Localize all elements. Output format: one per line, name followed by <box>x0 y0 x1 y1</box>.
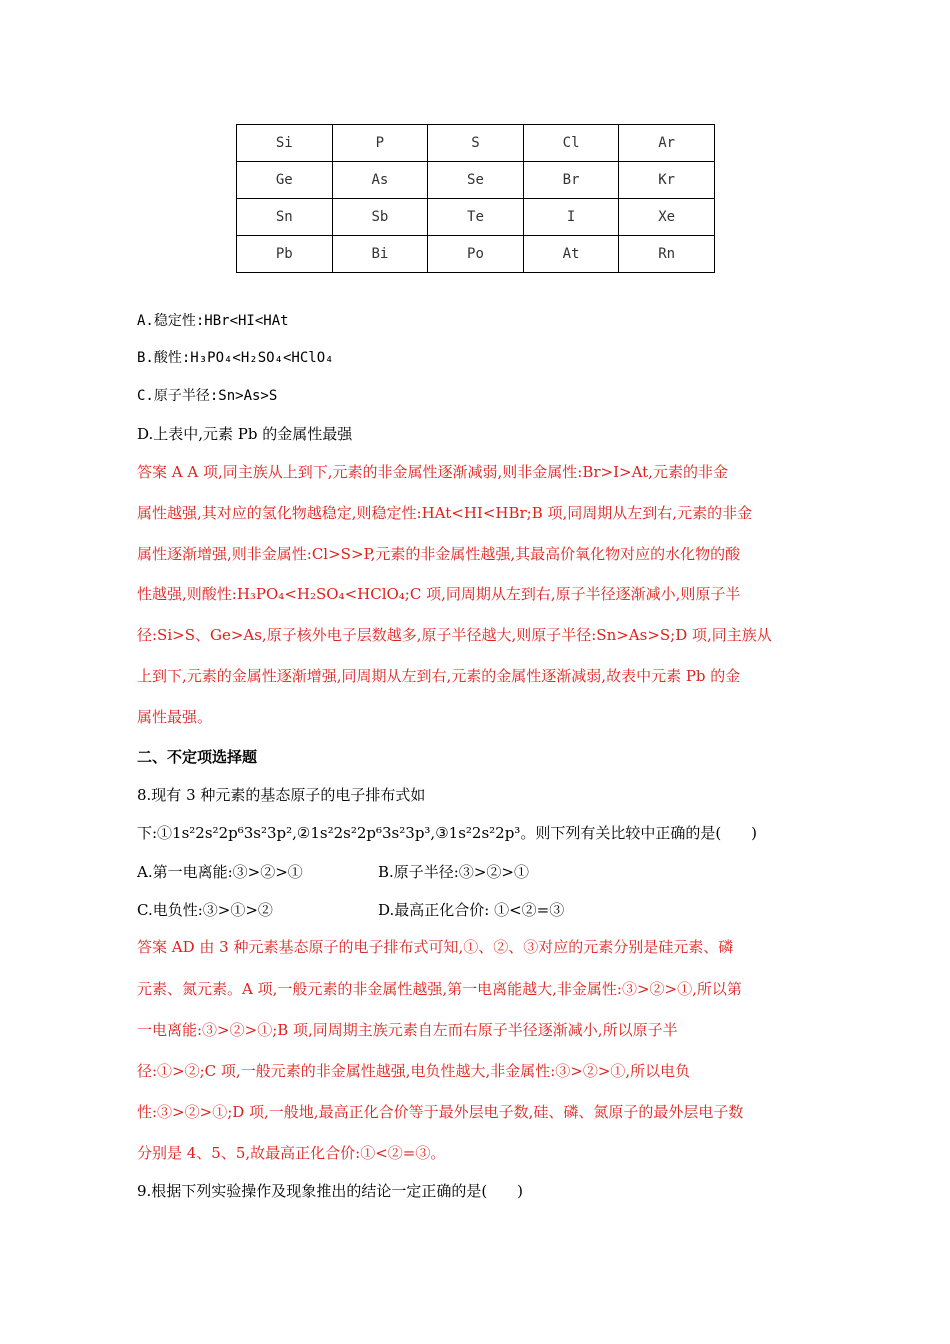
periodic-table-excerpt <box>236 124 715 273</box>
element-cell: Ar <box>619 125 715 162</box>
table-row <box>237 199 715 236</box>
q8-stem-line-2: 下:①1s²2s²2p⁶3s²3p²,②1s²2s²2p⁶3s²3p³,③1s²2s²2p³。则下列有关比较中正确的是( ) <box>137 824 758 842</box>
table-row <box>237 162 715 199</box>
element-cell: Ge <box>237 162 333 199</box>
q7-option-b: B.酸性:H₃PO₄<H₂SO₄<HClO₄ <box>137 350 334 366</box>
q8-option-d: D.最高正化合价: ①<②=③ <box>378 901 565 919</box>
q8-stem-line-1: 8.现有 3 种元素的基态原子的电子排布式如 <box>137 786 426 804</box>
element-cell: As <box>332 162 428 199</box>
element-cell: Xe <box>619 199 715 236</box>
section-heading: 二、不定项选择题 <box>137 748 258 766</box>
q8-option-a: A.第一电离能:③>②>① <box>137 863 303 881</box>
q8-answer-line: 性:③>②>①;D 项,一般地,最高正化合价等于最外层电子数,硅、磷、氮原子的最外层电子数 <box>137 1103 744 1121</box>
q8-answer-line: 径:①>②;C 项,一般元素的非金属性越强,电负性越大,非金属性:③>②>①,所以电负 <box>137 1062 691 1080</box>
q7-option-c: C.原子半径:Sn>As>S <box>137 388 278 404</box>
table-row <box>237 236 715 273</box>
q8-answer-line: 元素、氮元素。A 项,一般元素的非金属性越强,第一电离能越大,非金属性:③>②>①,所以第 <box>137 980 742 998</box>
q8-option-c: C.电负性:③>①>② <box>137 901 273 919</box>
element-cell: At <box>523 236 619 273</box>
q7-option-d: D.上表中,元素 Pb 的金属性最强 <box>137 425 353 443</box>
q8-option-b: B.原子半径:③>②>① <box>378 863 529 881</box>
q7-answer-line: 属性逐渐增强,则非金属性:Cl>S>P,元素的非金属性越强,其最高价氧化物对应的水化物的酸 <box>137 545 741 563</box>
q7-answer-line: 上到下,元素的金属性逐渐增强,同周期从左到右,元素的金属性逐渐减弱,故表中元素 Pb 的金 <box>137 667 741 685</box>
element-cell: Si <box>237 125 333 162</box>
element-cell: Pb <box>237 236 333 273</box>
element-cell: Sn <box>237 199 333 236</box>
q8-answer-line: 一电离能:③>②>①;B 项,同周期主族元素自左而右原子半径逐渐减小,所以原子半 <box>137 1021 678 1039</box>
element-cell: Se <box>428 162 524 199</box>
q7-answer-line: 径:Si>S、Ge>As,原子核外电子层数越多,原子半径越大,则原子半径:Sn>As>S;D 项,同主族从 <box>137 626 772 644</box>
element-cell: Te <box>428 199 524 236</box>
element-cell: Sb <box>332 199 428 236</box>
element-cell: Br <box>523 162 619 199</box>
q8-answer-line: 答案 AD 由 3 种元素基态原子的电子排布式可知,①、②、③对应的元素分别是硅元素、磷 <box>137 938 734 956</box>
q7-answer-line: 答案 A A 项,同主族从上到下,元素的非金属性逐渐减弱,则非金属性:Br>I>At,元素的非金 <box>137 463 728 481</box>
element-cell: Bi <box>332 236 428 273</box>
table-row <box>237 125 715 162</box>
q7-answer-line: 属性最强。 <box>137 708 213 726</box>
q7-answer-line: 属性越强,其对应的氢化物越稳定,则稳定性:HAt<HI<HBr;B 项,同周期从左到右,元素的非金 <box>137 504 753 522</box>
q7-answer-line: 性越强,则酸性:H₃PO₄<H₂SO₄<HClO₄;C 项,同周期从左到右,原子半径逐渐减小,则原子半 <box>137 585 741 603</box>
element-cell: Po <box>428 236 524 273</box>
element-cell: P <box>332 125 428 162</box>
q8-answer-line: 分别是 4、5、5,故最高正化合价:①<②=③。 <box>137 1144 446 1162</box>
element-cell: Cl <box>523 125 619 162</box>
q7-option-a: A.稳定性:HBr<HI<HAt <box>137 313 289 329</box>
element-cell: S <box>428 125 524 162</box>
q9-stem: 9.根据下列实验操作及现象推出的结论一定正确的是( ) <box>137 1182 524 1200</box>
element-cell: Kr <box>619 162 715 199</box>
element-cell: I <box>523 199 619 236</box>
element-cell: Rn <box>619 236 715 273</box>
